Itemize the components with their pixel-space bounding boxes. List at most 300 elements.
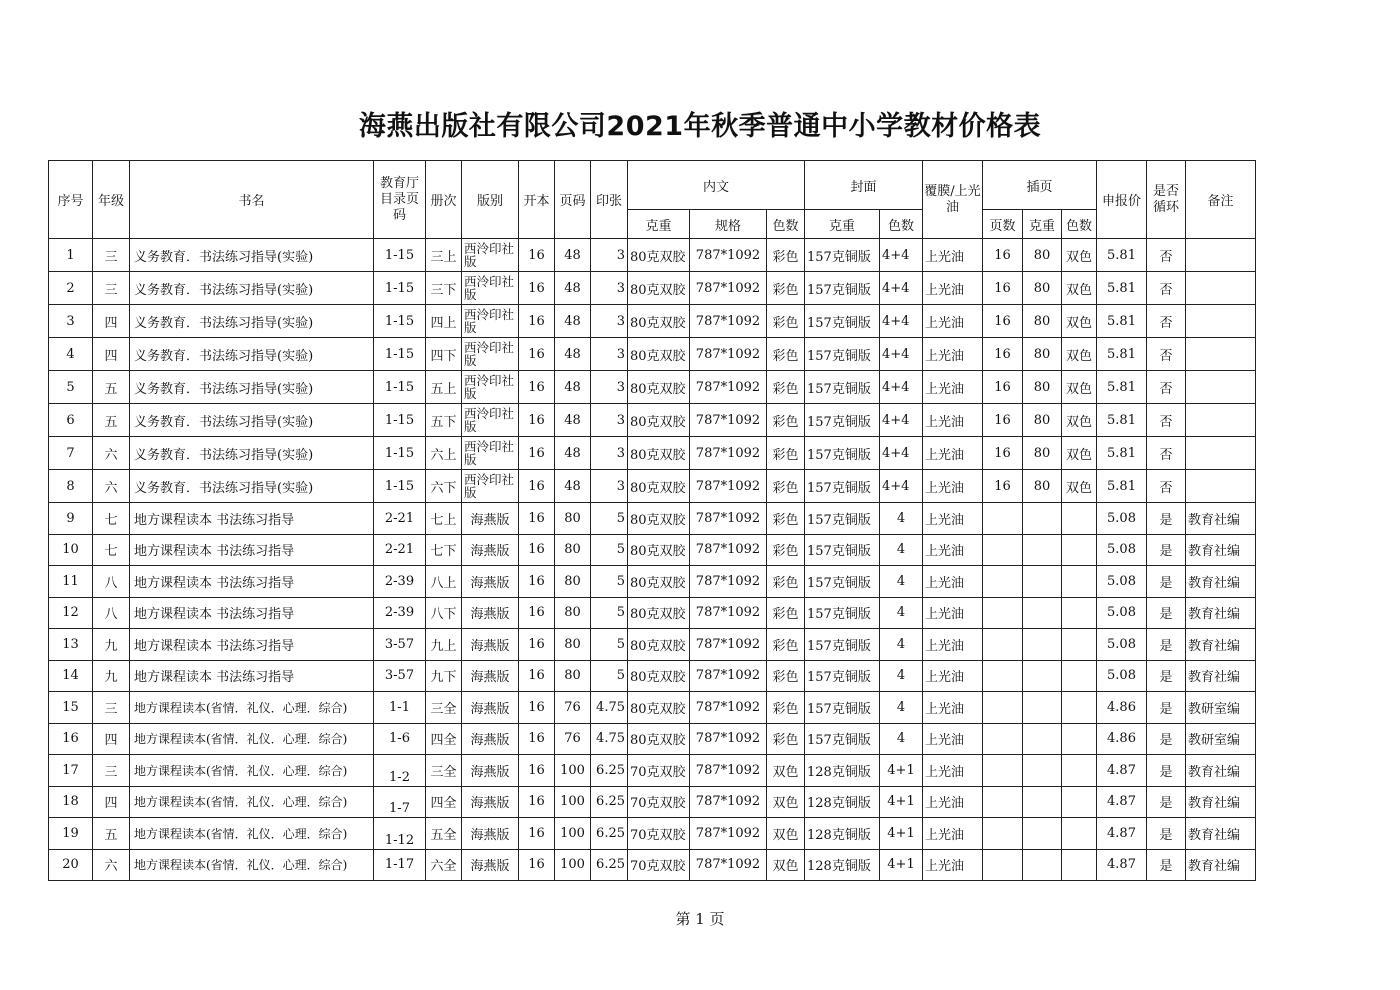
cell-edition: 西泠印社版 <box>462 272 519 305</box>
cell-edition: 海燕版 <box>462 723 519 755</box>
header-inner-weight: 克重 <box>628 210 690 239</box>
cell-price: 5.81 <box>1097 371 1147 404</box>
cell-name: 地方课程读本 书法练习指导 <box>130 660 374 692</box>
cell-cover-weight: 157克铜版 <box>805 629 880 661</box>
table-row <box>49 437 1256 470</box>
header-insert-group: 插页 <box>983 161 1097 210</box>
page-title: 海燕出版社有限公司2021年秋季普通中小学教材价格表 <box>358 111 1042 142</box>
cell-cover-weight: 157克铜版 <box>805 692 880 724</box>
cell-remarks <box>1186 371 1256 404</box>
cell-insert-color <box>1062 660 1097 692</box>
cell-seq: 10 <box>49 534 93 566</box>
table-row <box>49 404 1256 437</box>
header-price: 申报价 <box>1097 161 1147 239</box>
cell-grade: 四 <box>93 723 130 755</box>
cell-price: 5.08 <box>1097 597 1147 629</box>
cell-inner-weight: 80克双胶 <box>628 597 690 629</box>
cell-volume: 七下 <box>426 534 462 566</box>
cell-insert-pages <box>983 566 1023 598</box>
cell-inner-weight: 80克双胶 <box>628 566 690 598</box>
cell-cover-weight: 157克铜版 <box>805 534 880 566</box>
page-footer: 第 1 页 <box>675 910 725 928</box>
cell-laminate: 上光油 <box>923 534 983 566</box>
table-row <box>49 534 1256 566</box>
cell-price: 5.81 <box>1097 338 1147 371</box>
cell-sheets: 5 <box>591 534 628 566</box>
cell-inner-color: 彩色 <box>767 338 805 371</box>
cell-remarks <box>1186 470 1256 503</box>
cell-grade: 九 <box>93 629 130 661</box>
cell-pages: 48 <box>555 404 591 437</box>
cell-pages: 48 <box>555 437 591 470</box>
cell-edition: 西泠印社版 <box>462 371 519 404</box>
cell-remarks: 教育社编 <box>1186 786 1256 818</box>
cell-catalog: 1-15 <box>374 371 426 404</box>
cell-sheets: 3 <box>591 371 628 404</box>
header-format: 开本 <box>519 161 555 239</box>
cell-inner-spec: 787*1092 <box>690 534 767 566</box>
cell-remarks: 教研室编 <box>1186 723 1256 755</box>
cell-insert-weight: 80 <box>1023 338 1062 371</box>
cell-inner-color: 双色 <box>767 818 805 850</box>
cell-cover-color: 4 <box>880 534 923 566</box>
cell-sheets: 6.25 <box>591 818 628 850</box>
cell-volume: 四下 <box>426 338 462 371</box>
cell-cover-weight: 128克铜版 <box>805 818 880 850</box>
cell-laminate: 上光油 <box>923 305 983 338</box>
cell-insert-color: 双色 <box>1062 272 1097 305</box>
cell-laminate: 上光油 <box>923 239 983 272</box>
cell-seq: 16 <box>49 723 93 755</box>
price-table <box>48 160 1256 881</box>
cell-cover-color: 4+1 <box>880 818 923 850</box>
cell-name: 义务教育．书法练习指导(实验) <box>130 371 374 404</box>
cell-seq: 20 <box>49 849 93 881</box>
cell-cycle: 是 <box>1147 566 1186 598</box>
cell-edition: 海燕版 <box>462 629 519 661</box>
cell-cover-weight: 157克铜版 <box>805 723 880 755</box>
cell-catalog: 2-21 <box>374 503 426 535</box>
cell-volume: 八下 <box>426 597 462 629</box>
table-row <box>49 723 1256 755</box>
header-sheets: 印张 <box>591 161 628 239</box>
cell-catalog: 1-7 <box>374 786 426 818</box>
cell-cycle: 否 <box>1147 470 1186 503</box>
cell-inner-color: 彩色 <box>767 470 805 503</box>
cell-format: 16 <box>519 755 555 787</box>
cell-format: 16 <box>519 566 555 598</box>
cell-insert-weight: 80 <box>1023 272 1062 305</box>
cell-remarks <box>1186 338 1256 371</box>
cell-inner-spec: 787*1092 <box>690 566 767 598</box>
cell-seq: 4 <box>49 338 93 371</box>
cell-cover-weight: 157克铜版 <box>805 470 880 503</box>
cell-catalog: 3-57 <box>374 660 426 692</box>
table-row <box>49 597 1256 629</box>
cell-volume: 四上 <box>426 305 462 338</box>
cell-sheets: 3 <box>591 272 628 305</box>
cell-format: 16 <box>519 660 555 692</box>
cell-name: 地方课程读本(省情．礼仪．心理．综合) <box>130 818 374 850</box>
cell-laminate: 上光油 <box>923 272 983 305</box>
cell-inner-spec: 787*1092 <box>690 723 767 755</box>
cell-insert-weight: 80 <box>1023 437 1062 470</box>
cell-cycle: 是 <box>1147 818 1186 850</box>
table-row <box>49 692 1256 724</box>
cell-insert-pages: 16 <box>983 470 1023 503</box>
cell-cover-color: 4+4 <box>880 338 923 371</box>
cell-inner-spec: 787*1092 <box>690 272 767 305</box>
cell-insert-weight: 80 <box>1023 404 1062 437</box>
cell-insert-pages: 16 <box>983 272 1023 305</box>
cell-insert-weight <box>1023 566 1062 598</box>
header-inner-color: 色数 <box>767 210 805 239</box>
cell-catalog: 1-12 <box>374 818 426 850</box>
cell-catalog: 1-1 <box>374 692 426 724</box>
table-row <box>49 755 1256 787</box>
cell-inner-color: 彩色 <box>767 692 805 724</box>
table-row <box>49 629 1256 661</box>
cell-insert-pages <box>983 692 1023 724</box>
cell-inner-weight: 80克双胶 <box>628 305 690 338</box>
cell-inner-spec: 787*1092 <box>690 786 767 818</box>
cell-cover-color: 4+1 <box>880 849 923 881</box>
cell-format: 16 <box>519 629 555 661</box>
cell-laminate: 上光油 <box>923 755 983 787</box>
cell-price: 4.86 <box>1097 723 1147 755</box>
cell-sheets: 5 <box>591 660 628 692</box>
cell-name: 地方课程读本 书法练习指导 <box>130 566 374 598</box>
cell-inner-spec: 787*1092 <box>690 629 767 661</box>
cell-price: 5.08 <box>1097 660 1147 692</box>
header-cover-weight: 克重 <box>805 210 880 239</box>
cell-pages: 48 <box>555 470 591 503</box>
cell-sheets: 3 <box>591 437 628 470</box>
cell-format: 16 <box>519 338 555 371</box>
table-row <box>49 338 1256 371</box>
cell-remarks: 教育社编 <box>1186 503 1256 535</box>
cell-format: 16 <box>519 786 555 818</box>
cell-edition: 西泠印社版 <box>462 470 519 503</box>
cell-grade: 四 <box>93 338 130 371</box>
cell-inner-color: 彩色 <box>767 404 805 437</box>
cell-insert-color: 双色 <box>1062 305 1097 338</box>
cell-format: 16 <box>519 404 555 437</box>
cell-pages: 100 <box>555 786 591 818</box>
cell-inner-color: 彩色 <box>767 437 805 470</box>
cell-cycle: 否 <box>1147 404 1186 437</box>
cell-grade: 三 <box>93 272 130 305</box>
cell-cycle: 否 <box>1147 272 1186 305</box>
cell-insert-pages <box>983 723 1023 755</box>
cell-sheets: 5 <box>591 597 628 629</box>
cell-remarks: 教育社编 <box>1186 849 1256 881</box>
cell-insert-weight <box>1023 818 1062 850</box>
cell-laminate: 上光油 <box>923 597 983 629</box>
cell-inner-spec: 787*1092 <box>690 849 767 881</box>
cell-inner-color: 彩色 <box>767 629 805 661</box>
cell-cover-weight: 157克铜版 <box>805 272 880 305</box>
cell-inner-color: 彩色 <box>767 239 805 272</box>
cell-inner-spec: 787*1092 <box>690 404 767 437</box>
cell-pages: 48 <box>555 305 591 338</box>
cell-insert-pages <box>983 818 1023 850</box>
cell-cover-weight: 157克铜版 <box>805 437 880 470</box>
cell-inner-weight: 80克双胶 <box>628 437 690 470</box>
cell-pages: 80 <box>555 660 591 692</box>
cell-inner-color: 双色 <box>767 849 805 881</box>
cell-laminate: 上光油 <box>923 629 983 661</box>
cell-cover-color: 4+4 <box>880 470 923 503</box>
cell-insert-pages: 16 <box>983 338 1023 371</box>
cell-remarks: 教研室编 <box>1186 692 1256 724</box>
header-pages: 页码 <box>555 161 591 239</box>
cell-insert-color <box>1062 534 1097 566</box>
cell-cover-weight: 128克铜版 <box>805 755 880 787</box>
cell-pages: 80 <box>555 534 591 566</box>
cell-cover-color: 4+4 <box>880 371 923 404</box>
cell-insert-pages <box>983 629 1023 661</box>
cell-sheets: 3 <box>591 404 628 437</box>
cell-inner-spec: 787*1092 <box>690 597 767 629</box>
cell-laminate: 上光油 <box>923 692 983 724</box>
cell-inner-weight: 80克双胶 <box>628 692 690 724</box>
cell-insert-pages <box>983 597 1023 629</box>
cell-price: 4.86 <box>1097 692 1147 724</box>
cell-edition: 海燕版 <box>462 566 519 598</box>
cell-pages: 80 <box>555 566 591 598</box>
cell-name: 地方课程读本(省情．礼仪．心理．综合) <box>130 849 374 881</box>
cell-format: 16 <box>519 597 555 629</box>
cell-insert-color <box>1062 786 1097 818</box>
header-grade: 年级 <box>93 161 130 239</box>
cell-laminate: 上光油 <box>923 723 983 755</box>
cell-edition: 海燕版 <box>462 597 519 629</box>
cell-inner-spec: 787*1092 <box>690 503 767 535</box>
cell-insert-weight <box>1023 629 1062 661</box>
cell-volume: 六上 <box>426 437 462 470</box>
table-body <box>49 239 1256 881</box>
cell-cycle: 否 <box>1147 305 1186 338</box>
table-row <box>49 849 1256 881</box>
cell-catalog: 1-2 <box>374 755 426 787</box>
cell-grade: 六 <box>93 470 130 503</box>
cell-cycle: 是 <box>1147 723 1186 755</box>
cell-laminate: 上光油 <box>923 338 983 371</box>
cell-cycle: 是 <box>1147 503 1186 535</box>
cell-insert-weight <box>1023 692 1062 724</box>
cell-cover-color: 4 <box>880 503 923 535</box>
cell-sheets: 4.75 <box>591 692 628 724</box>
cell-inner-color: 彩色 <box>767 534 805 566</box>
cell-name: 地方课程读本 书法练习指导 <box>130 534 374 566</box>
header-laminate: 覆膜/上光油 <box>923 161 983 239</box>
cell-sheets: 3 <box>591 239 628 272</box>
cell-seq: 7 <box>49 437 93 470</box>
cell-pages: 48 <box>555 338 591 371</box>
cell-volume: 九下 <box>426 660 462 692</box>
cell-grade: 六 <box>93 437 130 470</box>
cell-inner-color: 彩色 <box>767 566 805 598</box>
cell-edition: 西泠印社版 <box>462 437 519 470</box>
cell-inner-weight: 80克双胶 <box>628 404 690 437</box>
cell-edition: 海燕版 <box>462 786 519 818</box>
cell-pages: 48 <box>555 272 591 305</box>
cell-price: 4.87 <box>1097 818 1147 850</box>
header-insert-pages: 页数 <box>983 210 1023 239</box>
cell-pages: 48 <box>555 239 591 272</box>
cell-format: 16 <box>519 534 555 566</box>
cell-insert-color: 双色 <box>1062 239 1097 272</box>
cell-remarks: 教育社编 <box>1186 660 1256 692</box>
cell-grade: 七 <box>93 503 130 535</box>
cell-insert-color: 双色 <box>1062 338 1097 371</box>
cell-name: 地方课程读本(省情．礼仪．心理．综合) <box>130 786 374 818</box>
cell-insert-pages <box>983 755 1023 787</box>
cell-pages: 76 <box>555 723 591 755</box>
cell-volume: 八上 <box>426 566 462 598</box>
cell-insert-color <box>1062 755 1097 787</box>
cell-pages: 80 <box>555 629 591 661</box>
header-insert-color: 色数 <box>1062 210 1097 239</box>
table-row <box>49 470 1256 503</box>
cell-inner-color: 彩色 <box>767 272 805 305</box>
cell-remarks <box>1186 272 1256 305</box>
cell-cover-color: 4+4 <box>880 305 923 338</box>
cell-inner-weight: 70克双胶 <box>628 849 690 881</box>
cell-inner-weight: 80克双胶 <box>628 470 690 503</box>
cell-catalog: 1-15 <box>374 272 426 305</box>
cell-price: 5.81 <box>1097 239 1147 272</box>
cell-insert-color <box>1062 503 1097 535</box>
cell-cycle: 是 <box>1147 597 1186 629</box>
cell-name: 地方课程读本 书法练习指导 <box>130 597 374 629</box>
cell-volume: 六全 <box>426 849 462 881</box>
cell-insert-pages <box>983 849 1023 881</box>
cell-catalog: 1-15 <box>374 437 426 470</box>
cell-seq: 1 <box>49 239 93 272</box>
cell-cycle: 是 <box>1147 692 1186 724</box>
cell-grade: 六 <box>93 849 130 881</box>
cell-volume: 三全 <box>426 692 462 724</box>
cell-pages: 100 <box>555 755 591 787</box>
cell-sheets: 6.25 <box>591 786 628 818</box>
cell-cover-color: 4+1 <box>880 786 923 818</box>
cell-name: 地方课程读本(省情．礼仪．心理．综合) <box>130 755 374 787</box>
cell-cycle: 是 <box>1147 660 1186 692</box>
cell-insert-color <box>1062 597 1097 629</box>
cell-insert-weight: 80 <box>1023 239 1062 272</box>
cell-laminate: 上光油 <box>923 503 983 535</box>
cell-inner-spec: 787*1092 <box>690 239 767 272</box>
cell-laminate: 上光油 <box>923 437 983 470</box>
cell-format: 16 <box>519 272 555 305</box>
cell-price: 5.81 <box>1097 470 1147 503</box>
cell-grade: 五 <box>93 818 130 850</box>
header-inner-group: 内文 <box>628 161 805 210</box>
cell-catalog: 2-39 <box>374 597 426 629</box>
cell-name: 地方课程读本(省情．礼仪．心理．综合) <box>130 723 374 755</box>
cell-insert-weight <box>1023 534 1062 566</box>
cell-catalog: 1-15 <box>374 338 426 371</box>
cell-pages: 100 <box>555 849 591 881</box>
cell-insert-pages <box>983 534 1023 566</box>
cell-name: 义务教育．书法练习指导(实验) <box>130 239 374 272</box>
cell-inner-color: 彩色 <box>767 371 805 404</box>
cell-inner-color: 彩色 <box>767 597 805 629</box>
cell-inner-color: 彩色 <box>767 660 805 692</box>
cell-cover-weight: 157克铜版 <box>805 338 880 371</box>
cell-inner-weight: 80克双胶 <box>628 723 690 755</box>
cell-format: 16 <box>519 239 555 272</box>
cell-inner-spec: 787*1092 <box>690 818 767 850</box>
cell-inner-spec: 787*1092 <box>690 437 767 470</box>
cell-remarks: 教育社编 <box>1186 818 1256 850</box>
cell-insert-color: 双色 <box>1062 470 1097 503</box>
cell-grade: 八 <box>93 597 130 629</box>
cell-cover-color: 4+4 <box>880 404 923 437</box>
cell-catalog: 1-15 <box>374 305 426 338</box>
cell-pages: 100 <box>555 818 591 850</box>
cell-inner-weight: 80克双胶 <box>628 660 690 692</box>
cell-catalog: 1-15 <box>374 470 426 503</box>
header-cover-color: 色数 <box>880 210 923 239</box>
cell-insert-pages: 16 <box>983 437 1023 470</box>
cell-pages: 80 <box>555 503 591 535</box>
cell-seq: 18 <box>49 786 93 818</box>
cell-remarks <box>1186 239 1256 272</box>
cell-format: 16 <box>519 305 555 338</box>
cell-insert-color <box>1062 629 1097 661</box>
cell-inner-weight: 80克双胶 <box>628 371 690 404</box>
cell-catalog: 1-15 <box>374 239 426 272</box>
cell-inner-color: 彩色 <box>767 305 805 338</box>
cell-cover-weight: 157克铜版 <box>805 503 880 535</box>
cell-laminate: 上光油 <box>923 470 983 503</box>
cell-sheets: 5 <box>591 566 628 598</box>
cell-inner-weight: 70克双胶 <box>628 786 690 818</box>
cell-inner-spec: 787*1092 <box>690 305 767 338</box>
cell-name: 义务教育．书法练习指导(实验) <box>130 404 374 437</box>
cell-price: 5.81 <box>1097 437 1147 470</box>
cell-catalog: 2-21 <box>374 534 426 566</box>
cell-catalog: 1-15 <box>374 404 426 437</box>
cell-inner-color: 彩色 <box>767 723 805 755</box>
cell-sheets: 3 <box>591 338 628 371</box>
cell-seq: 19 <box>49 818 93 850</box>
cell-price: 5.08 <box>1097 629 1147 661</box>
cell-seq: 14 <box>49 660 93 692</box>
cell-seq: 13 <box>49 629 93 661</box>
table-row <box>49 239 1256 272</box>
cell-catalog: 3-57 <box>374 629 426 661</box>
cell-name: 义务教育．书法练习指导(实验) <box>130 470 374 503</box>
cell-volume: 七上 <box>426 503 462 535</box>
cell-sheets: 5 <box>591 629 628 661</box>
cell-insert-weight: 80 <box>1023 470 1062 503</box>
cell-insert-color: 双色 <box>1062 437 1097 470</box>
cell-volume: 五上 <box>426 371 462 404</box>
cell-cycle: 是 <box>1147 786 1186 818</box>
cell-volume: 三上 <box>426 239 462 272</box>
header-remarks: 备注 <box>1186 161 1256 239</box>
cell-inner-weight: 80克双胶 <box>628 534 690 566</box>
cell-name: 地方课程读本(省情．礼仪．心理．综合) <box>130 692 374 724</box>
table-row <box>49 660 1256 692</box>
cell-insert-weight: 80 <box>1023 305 1062 338</box>
cell-inner-weight: 80克双胶 <box>628 272 690 305</box>
cell-cover-color: 4 <box>880 629 923 661</box>
